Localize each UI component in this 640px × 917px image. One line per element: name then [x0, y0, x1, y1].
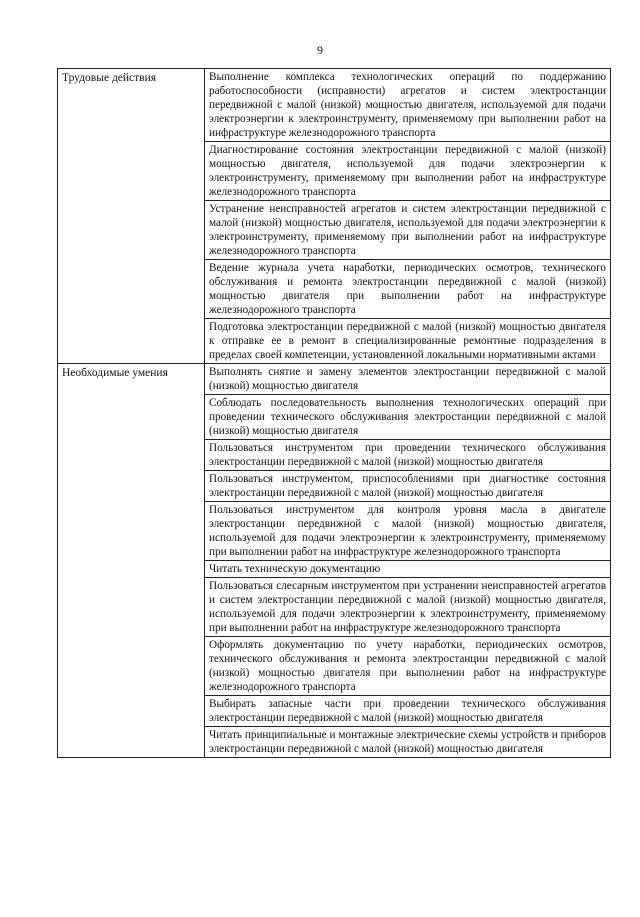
list-item: Читать принципиальные и монтажные электрические схемы устройств и приборов электростанции передвижной с малой (низкой) мощностью двигателя [209, 729, 606, 755]
list-item: Пользоваться инструментом при проведении технического обслуживания электростанции передвижной с малой (низкой) мощностью двигателя [205, 440, 610, 471]
list-item: Выбирать запасные части при проведении технического обслуживания электростанции передвижной с малой (низкой) мощностью двигателя [205, 696, 610, 727]
row-label-required-skills: Необходимые умения [58, 364, 205, 758]
table-row-required-skills [58, 364, 611, 758]
list-item: Выполнение комплекса технологических операций по поддержанию работоспособности (исправности) агрегатов и систем электростанции передвижной с малой (низкой) мощностью двигателя, используемой для подачи электроэнергии к электроинструменту, применяемому при выполнении работ на инфраструктуре железнодорожного транспорта [205, 69, 610, 142]
list-item: Подготовка электростанции передвижной с малой (низкой) мощностью двигателя к отправке ее в ремонт в специализированные ремонтные подразделения в пределах своей компетенции, установленной локальными нормативными актами [209, 321, 606, 361]
requirements-table [57, 68, 611, 758]
list-item: Устранение неисправностей агрегатов и систем электростанции передвижной с малой (низкой) мощностью двигателя, используемой для подачи электроэнергии к электроинструменту, применяемому при выполнении работ на инфраструктуре железнодорожного транспорта [205, 201, 610, 260]
list-item: Оформлять документацию по учету наработки, периодических осмотров, технического обслуживания и ремонта электростанции передвижной с малой (низкой) мощностью двигателя при выполнении работ на инфраструктуре железнодорожного транспорта [205, 637, 610, 696]
list-item: Пользоваться инструментом, приспособлениями при диагностике состояния электростанции передвижной с малой (низкой) мощностью двигателя [205, 471, 610, 502]
list-item: Пользоваться инструментом для контроля уровня масла в двигателе электростанции передвижной с малой (низкой) мощностью двигателя, используемой для подачи электроэнергии к электроинструменту, применяемому при выполнении работ на инфраструктуре железнодорожного транспорта [205, 502, 610, 561]
list-item: Диагностирование состояния электростанции передвижной с малой (низкой) мощностью двигателя, используемой для подачи электроэнергии к электроинструменту, применяемому при выполнении работ на инфраструктуре железнодорожного транспорта [205, 142, 610, 201]
list-item: Пользоваться слесарным инструментом при устранении неисправностей агрегатов и систем электростанции передвижной с малой (низкой) мощностью двигателя, используемой для подачи электроэнергии к электроинструменту, применяемому при выполнении работ на инфраструктуре железнодорожного транспорта [205, 578, 610, 637]
list-item: Соблюдать последовательность выполнения технологических операций при проведении технического обслуживания электростанции передвижной с малой (низкой) мощностью двигателя [205, 395, 610, 440]
labor-actions-list [205, 69, 611, 364]
page-number: 9 [317, 43, 323, 57]
list-item: Читать техническую документацию [205, 561, 610, 578]
required-skills-list [205, 364, 611, 758]
list-item: Ведение журнала учета наработки, периодических осмотров, технического обслуживания и ремонта электростанции передвижной с малой (низкой) мощностью двигателя при выполнении работ на инфраструктуре железнодорожного транспорта [205, 260, 610, 319]
table-row-labor-actions [58, 69, 611, 364]
list-item: Выполнять снятие и замену элементов электростанции передвижной с малой (низкой) мощностью двигателя [205, 364, 610, 395]
row-label-labor-actions: Трудовые действия [58, 69, 205, 364]
